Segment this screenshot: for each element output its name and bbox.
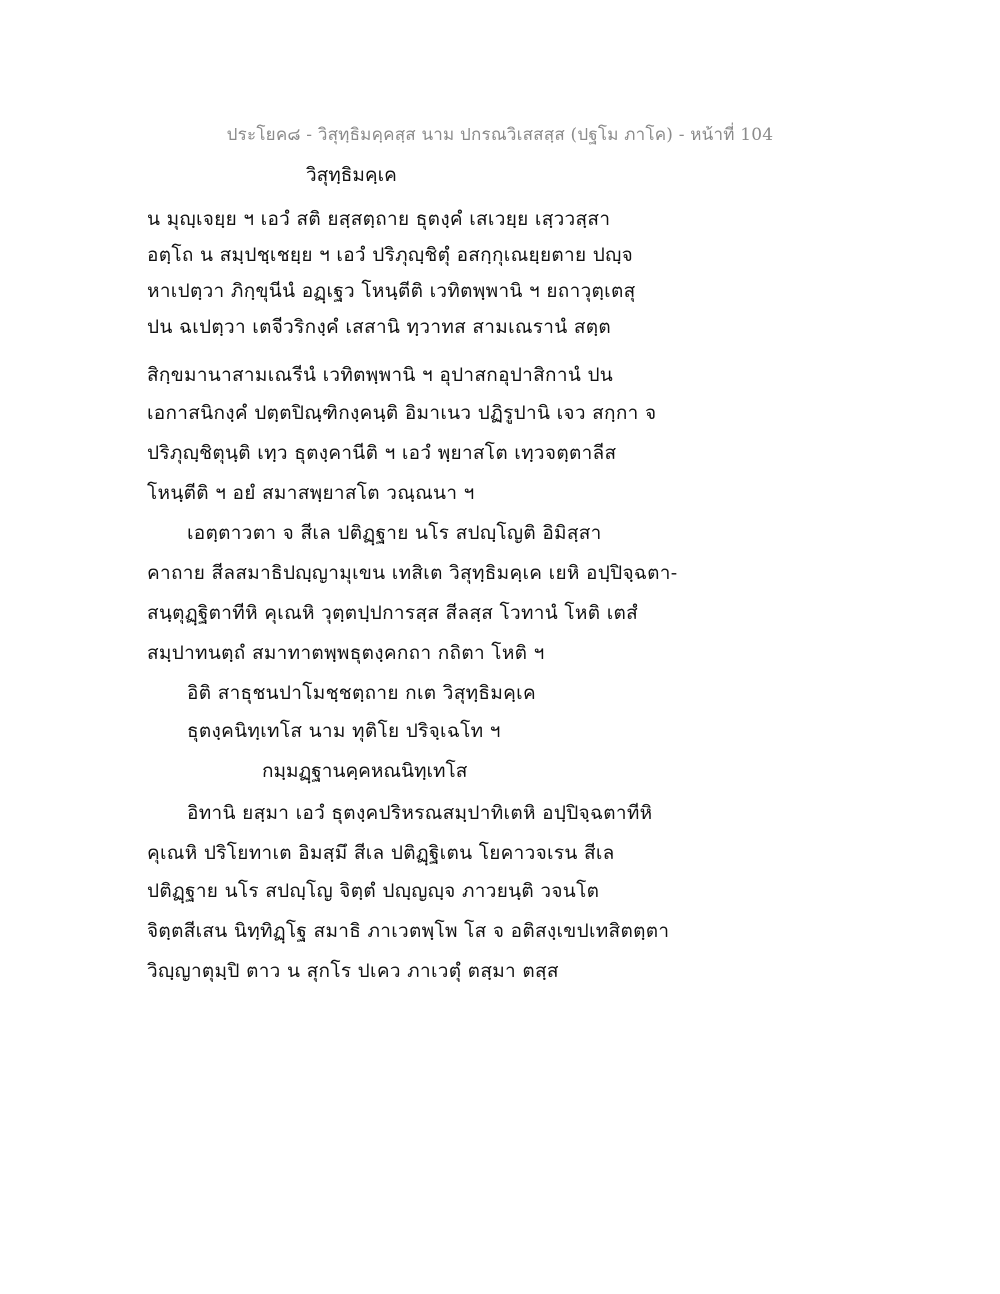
- text-line: คาถาย สีลสมาธิปญฺญามุเขน เทสิเต วิสุทฺธิมคฺเค เยหิ อปฺปิจฺฉตา-: [147, 562, 678, 584]
- text-line: เอกาสนิกงฺคํ ปตฺตปิณฺฑิกงฺคนฺติ อิมาเนว ปฏิรูปานิ เจว สกฺกา จ: [147, 402, 657, 424]
- page-header: ประโยค๘ - วิสุทฺธิมคฺคสฺส นาม ปกรณวิเสสสฺส (ปฐโม ภาโค) - หน้าที่ 104: [226, 125, 774, 145]
- text-line: ปติฏฺฐาย นโร สปญฺโญ จิตฺตํ ปญฺญญฺจ ภาวยนฺติ วจนโต: [147, 880, 600, 902]
- colophon-line: อิติ สาธุชนปาโมชฺชตฺถาย กเต วิสุทฺธิมคฺเค: [187, 682, 536, 704]
- text-line: ปน ฉเปตฺวา เตจีวริกงฺคํ เสสานิ ทฺวาทส สามเณรานํ สตฺต: [147, 316, 612, 338]
- text-line: จิตฺตสีเสน นิทฺทิฏฺโฐ สมาธิ ภาเวตพฺโพ โส จ อติสงฺเขปเทสิตตฺตา: [147, 920, 670, 942]
- text-line: อิทานิ ยสฺมา เอวํ ธุตงฺคปริหรณสมฺปาทิเตหิ อปฺปิจฺฉตาทีหิ: [187, 802, 653, 824]
- text-line: วิญฺญาตุมฺปิ ตาว น สุกโร ปเคว ภาเวตุํ ตสฺมา ตสฺส: [147, 960, 559, 982]
- section-title: วิสุทฺธิมคฺเค: [306, 164, 397, 186]
- text-line: ปริภุญฺชิตุนฺติ เทฺว ธุตงฺคานีติ ฯ เอวํ พฺยาสโต เทฺวจตฺตาลีส: [147, 442, 617, 464]
- text-line: สนฺตุฏฺฐิตาทีหิ คุเณหิ วุตฺตปฺปการสฺส สีลสฺส โวทานํ โหติ เตสํ: [147, 602, 639, 624]
- text-line: อตฺโถ น สมฺปชฺเชยฺย ฯ เอวํ ปริภุญฺชิตุํ อสกฺกุเณยฺยตาย ปญฺจ: [147, 244, 634, 266]
- text-line: สมฺปาทนตฺถํ สมาทาตพฺพธุตงฺคกถา กถิตา โหติ ฯ: [147, 642, 545, 664]
- text-line: โหนฺตีติ ฯ อยํ สมาสพฺยาสโต วณฺณนา ฯ: [147, 482, 475, 504]
- section-title: กมฺมฏฺฐานคฺคหณนิทฺเทโส: [262, 760, 468, 782]
- text-line: สิกฺขมานาสามเณรีนํ เวทิตพฺพานิ ฯ อุปาสกอุปาสิกานํ ปน: [147, 364, 614, 386]
- text-line: เอตฺตาวตา จ สีเล ปติฏฺฐาย นโร สปญฺโญติ อิมิสฺสา: [187, 522, 602, 544]
- text-line: คุเณหิ ปริโยทาเต อิมสฺมึ สีเล ปติฏฺฐิเตน โยคาวจเรน สีเล: [147, 842, 615, 864]
- colophon-line: ธุตงฺคนิทฺเทโส นาม ทุติโย ปริจฺเฉโท ฯ: [187, 720, 501, 742]
- text-line: น มุญฺเจยฺย ฯ เอวํ สติ ยสฺสตฺถาย ธุตงฺคํ เสเวยฺย เสฺววสฺสา: [147, 208, 611, 230]
- text-line: หาเปตฺวา ภิกฺขุนีนํ อฏฺเฐว โหนฺตีติ เวทิตพฺพานิ ฯ ยถาวุตฺเตสุ: [147, 280, 636, 302]
